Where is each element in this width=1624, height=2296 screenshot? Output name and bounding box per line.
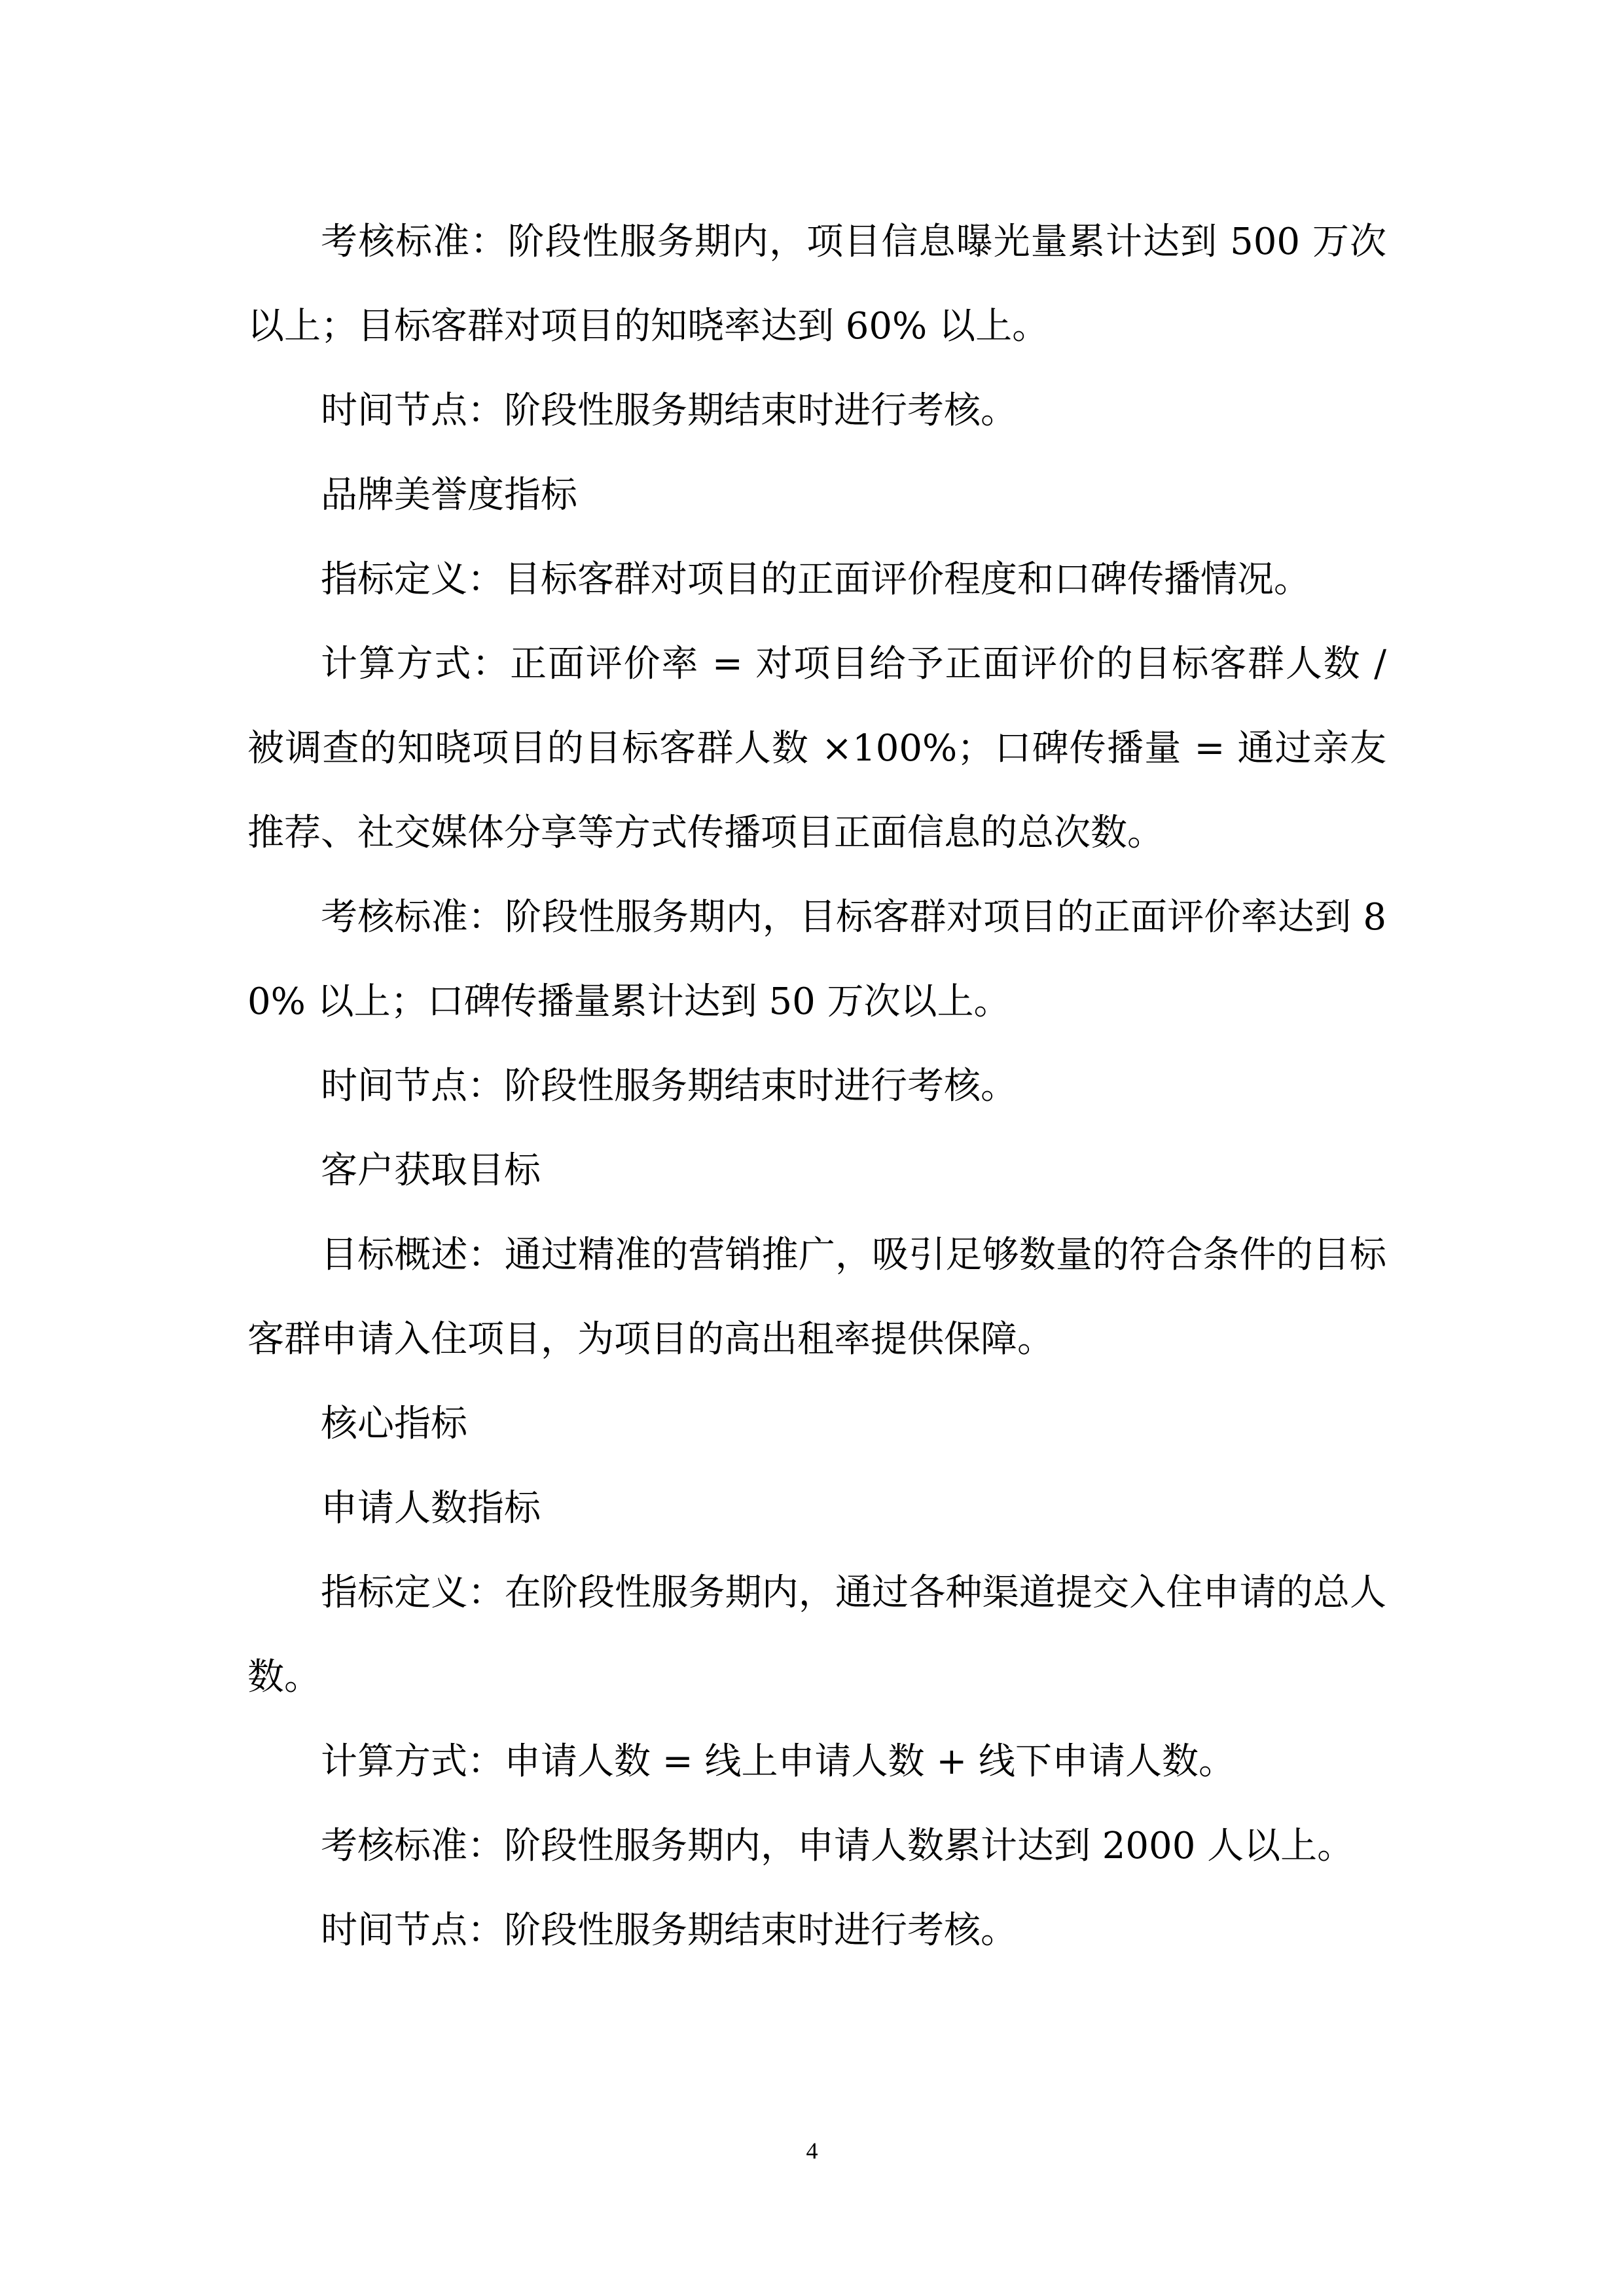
paragraph-applicants-calculation: 计算方式：申请人数 = 线上申请人数 + 线下申请人数。 xyxy=(321,1740,1236,1783)
paragraph-applicants-definition: 指标定义：在阶段性服务期内，通过各种渠道提交入住申请的总人数。 xyxy=(247,1571,1386,1698)
heading-applicants-indicator: 申请人数指标 xyxy=(321,1487,541,1530)
paragraph-reputation-standard: 考核标准：阶段性服务期内，目标客群对项目的正面评价率达到 80% 以上；口碑传播量累计达到 50 万次以上。 xyxy=(247,896,1386,1023)
heading-brand-reputation: 品牌美誉度指标 xyxy=(321,474,577,516)
heading-customer-acquisition: 客户获取目标 xyxy=(321,1149,541,1192)
paragraph-reputation-calculation: 计算方式：正面评价率 = 对项目给予正面评价的目标客群人数 / 被调查的知晓项目的目标客群人数 ×100%；口碑传播量 = 通过亲友推荐、社交媒体分享等方式传播项目正面信息的总次数。 xyxy=(247,643,1386,854)
paragraph-applicants-standard: 考核标准：阶段性服务期内，申请人数累计达到 2000 人以上。 xyxy=(321,1825,1354,1867)
heading-core-indicators: 核心指标 xyxy=(321,1403,467,1445)
paragraph-reputation-timing: 时间节点：阶段性服务期结束时进行考核。 xyxy=(321,1065,1017,1107)
page-number: 4 xyxy=(806,2138,818,2164)
paragraph-acquisition-overview: 目标概述：通过精准的营销推广，吸引足够数量的符合条件的目标客群申请入住项目，为项目的高出租率提供保障。 xyxy=(247,1234,1386,1361)
paragraph-exposure-timing: 时间节点：阶段性服务期结束时进行考核。 xyxy=(321,389,1017,432)
paragraph-exposure-standard: 考核标准：阶段性服务期内，项目信息曝光量累计达到 500 万次以上；目标客群对项目的知晓率达到 60% 以上。 xyxy=(247,221,1386,348)
paragraph-reputation-definition: 指标定义：目标客群对项目的正面评价程度和口碑传播情况。 xyxy=(321,558,1310,601)
body-text xyxy=(247,200,1386,1973)
paragraph-applicants-timing: 时间节点：阶段性服务期结束时进行考核。 xyxy=(321,1909,1017,1952)
